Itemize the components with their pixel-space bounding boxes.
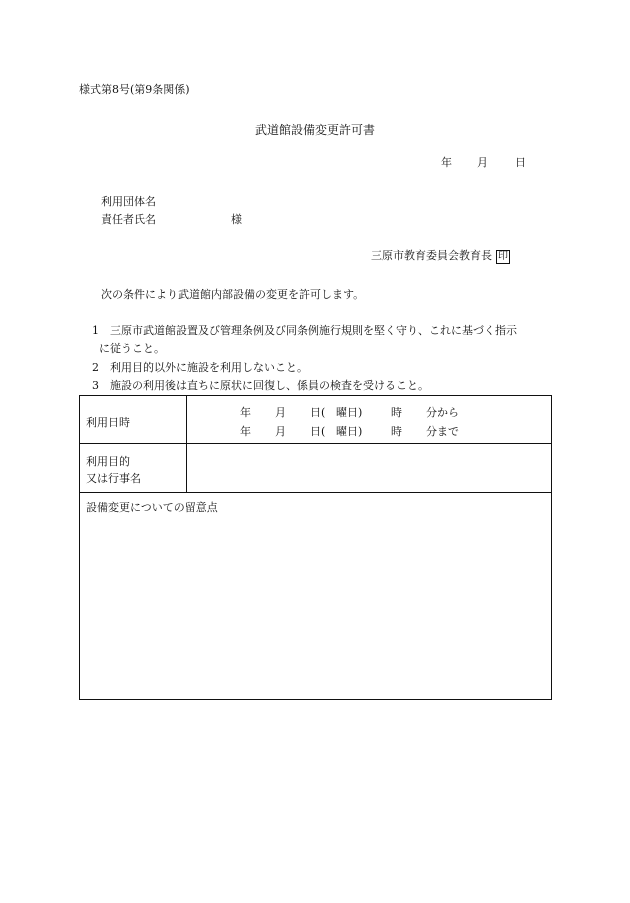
start-month: 月 bbox=[275, 406, 286, 419]
date-month: 月 bbox=[477, 156, 488, 169]
form-number: 様式第8号(第9条関係) bbox=[79, 83, 190, 96]
event-name-label: 又は行事名 bbox=[86, 472, 141, 485]
start-weekday: 曜日) bbox=[336, 406, 363, 419]
purpose-label-cell bbox=[80, 444, 187, 493]
table-row bbox=[80, 493, 552, 700]
date-day: 日 bbox=[515, 156, 526, 169]
start-year: 年 bbox=[240, 406, 251, 419]
issuer-name: 三原市教育委員会教育長 bbox=[371, 249, 492, 262]
datetime-label: 利用日時 bbox=[86, 416, 130, 429]
condition-3: 3 施設の利用後は直ちに原状に回復し、係員の検査を受けること。 bbox=[92, 379, 429, 392]
intro-text: 次の条件により武道館内部設備の変更を許可します。 bbox=[101, 288, 365, 301]
document-title: 武道館設備変更許可書 bbox=[254, 123, 375, 137]
end-weekday: 曜日) bbox=[336, 425, 363, 438]
honorific: 様 bbox=[231, 213, 242, 226]
issuer bbox=[371, 250, 510, 264]
org-name-label: 利用団体名 bbox=[101, 195, 156, 208]
purpose-value-cell[interactable] bbox=[187, 444, 552, 493]
end-month: 月 bbox=[275, 425, 286, 438]
seal-mark: 印 bbox=[498, 251, 508, 262]
condition-2: 2 利用目的以外に施設を利用しないこと。 bbox=[92, 361, 308, 374]
condition-1-cont: に従うこと。 bbox=[99, 342, 165, 355]
remarks-label: 設備変更についての留意点 bbox=[86, 501, 218, 514]
table-row bbox=[80, 396, 552, 444]
datetime-label-cell bbox=[80, 396, 187, 444]
end-day: 日( bbox=[310, 425, 326, 438]
end-time-row bbox=[187, 422, 551, 441]
datetime-value-cell[interactable] bbox=[187, 396, 552, 444]
representative-line bbox=[101, 213, 242, 226]
rep-name-label: 責任者氏名 bbox=[101, 213, 156, 226]
remarks-cell[interactable] bbox=[80, 493, 552, 700]
start-minute: 分から bbox=[426, 406, 459, 419]
table-row bbox=[80, 444, 552, 493]
issue-date bbox=[441, 157, 526, 168]
date-year: 年 bbox=[441, 156, 452, 169]
start-hour: 時 bbox=[391, 406, 402, 419]
purpose-label: 利用目的 bbox=[86, 455, 130, 468]
end-minute: 分まで bbox=[426, 425, 459, 438]
condition-1: 1 三原市武道館設置及び管理条例及び同条例施行規則を堅く守り、これに基づく指示 bbox=[92, 324, 517, 337]
end-year: 年 bbox=[240, 425, 251, 438]
start-time-row bbox=[187, 403, 551, 422]
usage-table bbox=[79, 395, 552, 700]
start-day: 日( bbox=[310, 406, 326, 419]
end-hour: 時 bbox=[391, 425, 402, 438]
